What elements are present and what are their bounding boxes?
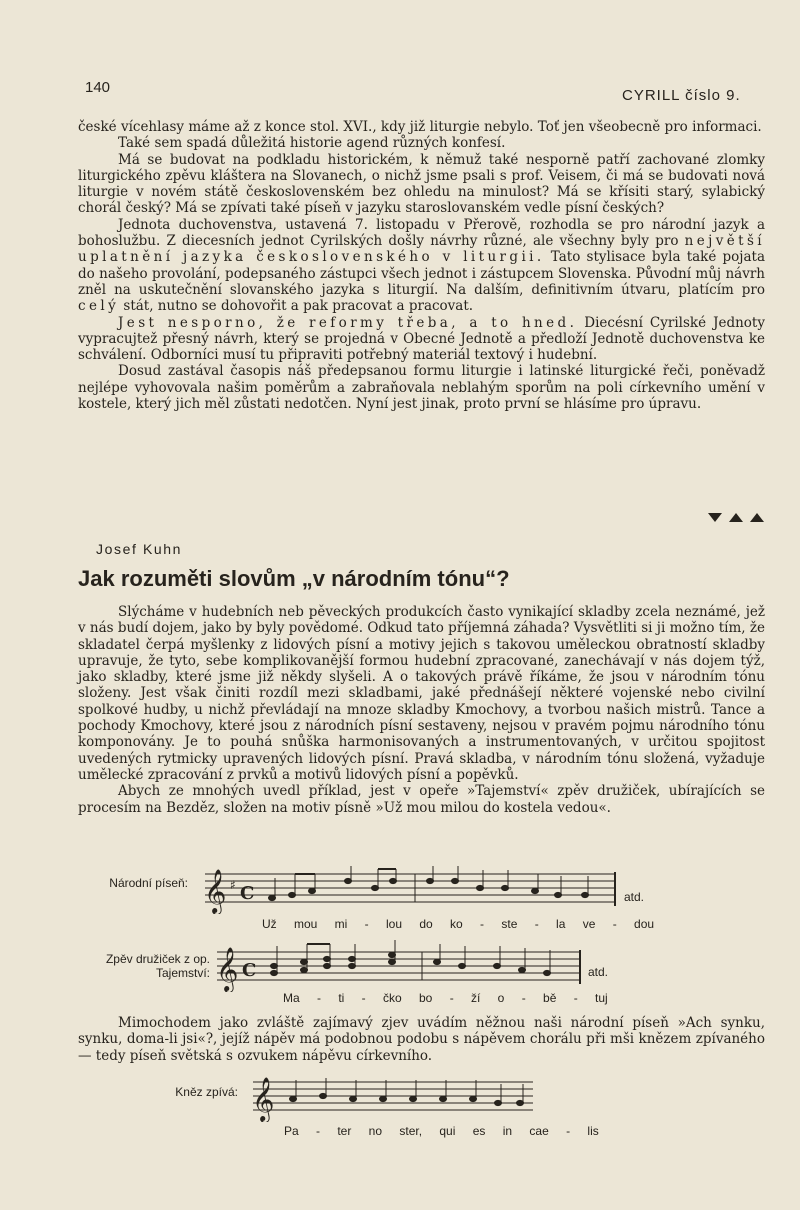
paragraph-dosud: Dosud zastával časopis náš předepsanou formu liturgie i latinské liturgické řeči, poněvadž nejlépe vyhovovala našim poměrům a zabraňovala neblahým sporům na poli církevního umění v kostele, který jich měl zůstati nedotčen. Nyní jest jinak, proto první se hlásíme pro úpravu. — [78, 363, 765, 413]
page-number: 140 — [85, 79, 111, 96]
music-example-label: Zpěv družiček z op. Tajemství: — [105, 952, 210, 980]
article-body — [78, 604, 765, 816]
atd-label: atd. — [588, 965, 609, 979]
paragraph: Abych ze mnohých uvedl příklad, jest v opeře »Tajemství« zpěv družiček, ubírajících se procesím na Bezděz, složen na motiv písně »Už mou milou do kostela vedou«. — [78, 783, 765, 816]
svg-text:𝄞: 𝄞 — [252, 1077, 275, 1121]
running-header: CYRILL číslo 9. — [622, 87, 741, 104]
article-body-cont — [78, 1015, 765, 1064]
text-run: Tato stylisace byla také pojata do našeho provolání, podepsaného zástupci všech jednot i zástupcem Slovenska. Původní můj návrh zněl na uskutečnění slovanského jazyka s liturgií. Na dalším, definitivním útvaru, platícím pro — [78, 249, 766, 298]
svg-text:𝄞: 𝄞 — [216, 947, 239, 991]
music-example-label: Národní píseň: — [109, 876, 188, 890]
svg-text:C: C — [242, 960, 257, 981]
music-staff-3 — [248, 1074, 538, 1122]
section-1 — [78, 119, 765, 412]
paragraph-jednota — [78, 217, 765, 315]
paragraph: Má se budovat na podkladu historickém, k němuž také nesporně patří zachované zlomky liturgického zpěvu kláštera na Slovanech, o nichž jsme psali s prof. Veisem, či má se budovati nová liturgie v novém státě československém bez ohledu na minulost? Má se křísiti starý, sylabický chorál český? Má se zpívati také píseň v jazyku staroslovanském vedle písní českých? — [78, 151, 765, 217]
text-run: stát, nutno se dohovořit a pak pracovat a pracovat. — [119, 298, 474, 315]
text-run: Diecésní Cyrilské Jednoty vypracujtež přesný návrh, který se projedná v Obecné Jednotě a předloží Jednotě duchovenstva ke schválení. Odborníci musí tu připraviti potřebný materiál textový i hudební. — [78, 314, 765, 364]
article-author: Josef Kuhn — [96, 541, 183, 557]
svg-text:♯: ♯ — [230, 878, 236, 892]
paragraph: Slýcháme v hudebních neb pěveckých produkcích často vynikající skladby zcela neznámé, jež v nás budí dojem, jako by byly povědomé. Odkud tato příjemná záhada? Vysvětliti si ji možno tím, že skladatel čerpá myšlenky z lidových písní a motivy jejich s takovou uměleckou obratností skladby upravuje, že tyto, sebe komplikovanější formou hudební zpracované, zanechávají v nás dojem týž, jako skladby, které jsme již někdy slyšeli. A o takových právě říkáme, že jsou v národním tónu složeny. Jest však činiti rozdíl mezi skladbami, jaké přednášejí některé vojenské nebo civilní spolkové hudby, u nichž převládají na mnoze skladby Kmochovy, a tvorbou našich mistrů. Tance a pochody Kmochovy, které jsou z národních písní sestaveny, nejsou v pravém pojmu národního tónu komponovány. Je to pouhá snůška harmonisovaných a instrumentovaných, v určitou spojitost uvedených rytmicky upravených lidových písní. Pravá skladba, v národním tónu složená, vyžaduje umělecké zpracování z prvků a motivů lidových písní a popěvků. — [78, 604, 765, 783]
spaced-emphasis: celý — [78, 298, 120, 315]
svg-text:C: C — [240, 883, 255, 904]
music-staff-1 — [200, 866, 620, 914]
paragraph-jest — [78, 315, 765, 364]
svg-text:𝄞: 𝄞 — [204, 869, 227, 913]
ornament-icon — [708, 511, 764, 523]
paragraph: Mimochodem jako zvláště zajímavý zjev uvádím něžnou naši národní píseň »Ach synku, synku, doma-li jsi«?, jejíž nápěv má podobnou podobu s nápěvem chorálu při mši knězem zpívaného — tedy píseň světská s ozvukem nápěvu církevního. — [78, 1015, 765, 1064]
music-staff-2 — [212, 940, 584, 992]
atd-label: atd. — [624, 890, 645, 904]
paragraph: Také sem spadá důležitá historie agend různých konfesí. — [118, 135, 506, 152]
music-example-label: Kněz zpívá: — [175, 1085, 238, 1099]
spaced-emphasis: největší uplatnění jazyka československého v liturgii. — [78, 233, 765, 266]
text-run: Jednota duchovenstva, ustavená 7. listopadu v Přerově, rozhodla se pro národní jazyk a bohoslužbu. Z diecesních jednot Cyrilských došly návrhy různé, ale všechny byly pro — [78, 216, 765, 250]
paragraph: české vícehlasy máme až z konce stol. XVI., kdy již liturgie nebylo. Toť jen všeobecně pro informaci. — [78, 119, 762, 135]
music-lyrics: Pa - ter no ster, qui es in cae - lis — [284, 1124, 599, 1138]
spaced-emphasis: Jest nesporno, že reformy třeba, a to hned. — [118, 314, 578, 331]
article-title: Jak rozuměti slovům „v národním tónu“? — [78, 566, 510, 591]
music-lyrics: Ma - ti - čko bo - ží o - bě - tuj — [283, 991, 608, 1005]
music-lyrics: Už mou mi - lou do ko - ste - la ve - dou — [262, 917, 655, 931]
